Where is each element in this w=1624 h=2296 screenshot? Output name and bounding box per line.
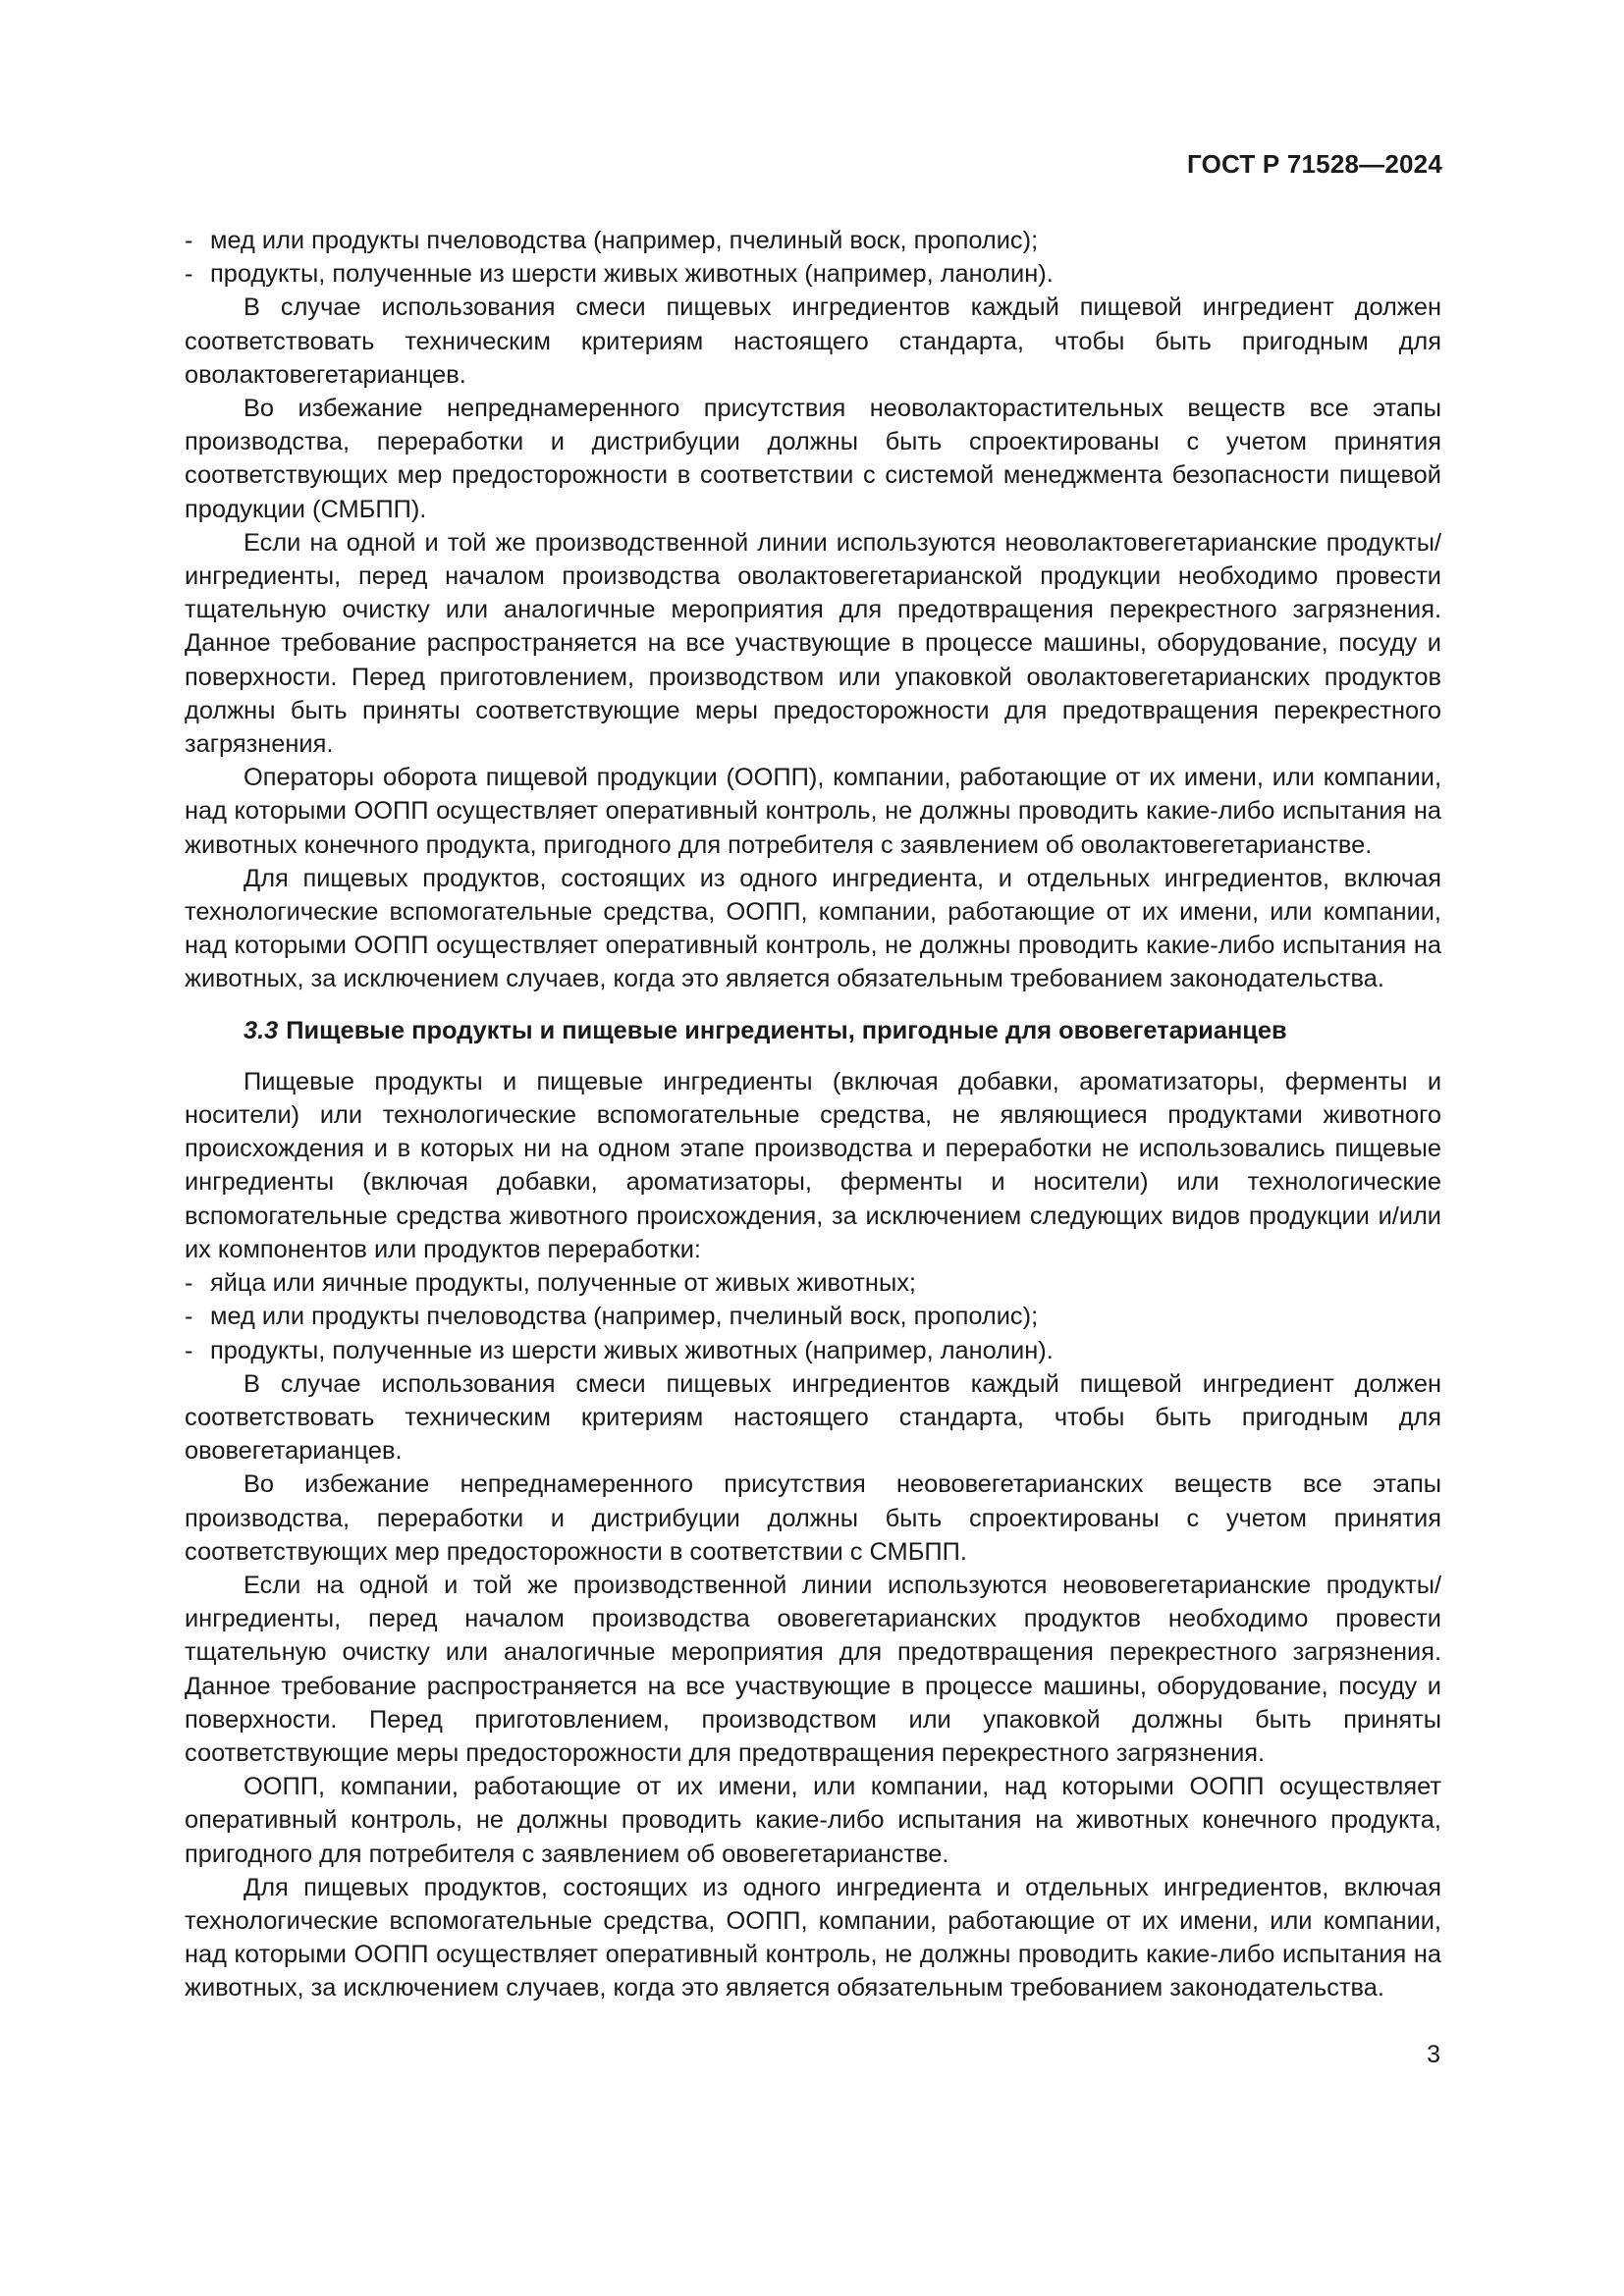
- paragraph: Во избежание непреднамеренного присутствия неоволакторастительных веществ все этапы производства, переработки и дистрибуции должны быть спроектированы с учетом принятия соответствующих мер предосторожности в соответствии с системой менеджмента безопасности пищевой продукции (СМБПП).: [185, 395, 1441, 523]
- list-item: - продукты, полученные из шерсти живых животных (например, ланолин).: [185, 1336, 1054, 1364]
- list-item-text: мед или продукты пчеловодства (например, пчелиный воск, прополис);: [210, 1303, 1039, 1331]
- list-item: - мед или продукты пчеловодства (например, пчелиный воск, прополис);: [185, 1303, 1039, 1331]
- paragraph: ООПП, компании, работающие от их имени, или компании, над которыми ООПП осуществляет оперативный контроль, не должны проводить какие-либо испытания на животных конечного продукта, пригодного для потребителя с заявлением об ововегетарианстве.: [185, 1773, 1441, 1868]
- section-title: Пищевые продукты и пищевые ингредиенты, пригодные для ововегетарианцев: [286, 1016, 1287, 1044]
- list-item-text: продукты, полученные из шерсти живых животных (например, ланолин).: [210, 260, 1054, 289]
- list-item: - продукты, полученные из шерсти живых животных (например, ланолин).: [185, 260, 1054, 289]
- paragraph: В случае использования смеси пищевых ингредиентов каждый пищевой ингредиент должен соответствовать техническим критериям настоящего стандарта, чтобы быть пригодным для ововегетарианцев.: [185, 1369, 1441, 1466]
- paragraph: Если на одной и той же производственной линии используются неововегетарианские продукты/ингредиенты, перед началом производства ововегетарианских продуктов необходимо провести тщательную очистку или аналогичные мероприятия для предотвращения перекрестного загрязнения. Данное требование распространяется на все участвующие в процессе машины, оборудование, посуду и поверхности. Перед приготовлением, производством или упаковкой должны быть приняты соответствующие меры предосторожности для предотвращения перекрестного загрязнения.: [185, 1571, 1441, 1767]
- section-heading: [185, 1014, 1441, 1047]
- section-number: 3.3: [244, 1016, 279, 1044]
- standard-id-header: ГОСТ Р 71528—2024: [1187, 149, 1442, 179]
- paragraph: Во избежание непреднамеренного присутствия неововегетарианских веществ все этапы производства, переработки и дистрибуции должны быть спроектированы с учетом принятия соответствующих мер предосторожности в соответствии с СМБПП.: [185, 1470, 1441, 1566]
- list-item: - яйца или яичные продукты, полученные от живых животных;: [185, 1269, 916, 1298]
- page-number: 3: [1427, 2041, 1440, 2068]
- list-item-text: продукты, полученные из шерсти живых животных (например, ланолин).: [210, 1336, 1054, 1364]
- paragraph: Если на одной и той же производственной линии используются неоволактовегетарианские продукты/ингредиенты, перед началом производства оволактовегетарианской продукции необходимо провести тщательную очистку или аналогичные мероприятия для предотвращения перекрестного загрязнения. Данное требование распространяется на все участвующие в процессе машины, оборудование, посуду и поверхности. Перед приготовлением, производством или упаковкой оволактовегетарианских продуктов должны быть приняты соответствующие меры предосторожности для предотвращения перекрестного загрязнения.: [185, 528, 1441, 759]
- list-item-text: мед или продукты пчеловодства (например, пчелиный воск, прополис);: [210, 227, 1039, 254]
- paragraph: В случае использования смеси пищевых ингредиентов каждый пищевой ингредиент должен соответствовать техническим критериям настоящего стандарта, чтобы быть пригодным для оволактовегетарианцев.: [185, 294, 1441, 389]
- document-body: [185, 224, 1441, 2005]
- paragraph: Для пищевых продуктов, состоящих из одного ингредиента и отдельных ингредиентов, включая технологические вспомогательные средства, ООПП, компании, работающие от их имени, или компании, над которыми ООПП осуществляет оперативный контроль, не должны проводить какие-либо испытания на животных, за исключением случаев, когда это является обязательным требованием законодательства.: [185, 1873, 1441, 2002]
- paragraph: Для пищевых продуктов, состоящих из одного ингредиента, и отдельных ингредиентов, включая технологические вспомогательные средства, ООПП, компании, работающие от их имени, или компании, над которыми ООПП осуществляет оперативный контроль, не должны проводить какие-либо испытания на животных, за исключением случаев, когда это является обязательным требованием законодательства.: [185, 864, 1441, 993]
- paragraph: Операторы оборота пищевой продукции (ООПП), компании, работающие от их имени, или компании, над которыми ООПП осуществляет оперативный контроль, не должны проводить какие-либо испытания на животных конечного продукта, пригодного для потребителя с заявлением об оволактовегетарианстве.: [185, 764, 1441, 859]
- list-item-text: яйца или яичные продукты, полученные от живых животных;: [210, 1269, 916, 1298]
- list-item: - мед или продукты пчеловодства (например, пчелиный воск, прополис);: [185, 227, 1039, 254]
- paragraph: Пищевые продукты и пищевые ингредиенты (включая добавки, ароматизаторы, ферменты и носители) или технологические вспомогательные средства, не являющиеся продуктами животного происхождения и в которых ни на одном этапе производства и переработки не использовались пищевые ингредиенты (включая добавки, ароматизаторы, ферменты и носители) или технологические вспомогательные средства животного происхождения, за исключением следующих видов продукции и/или их компонентов или продуктов переработки:: [185, 1067, 1441, 1263]
